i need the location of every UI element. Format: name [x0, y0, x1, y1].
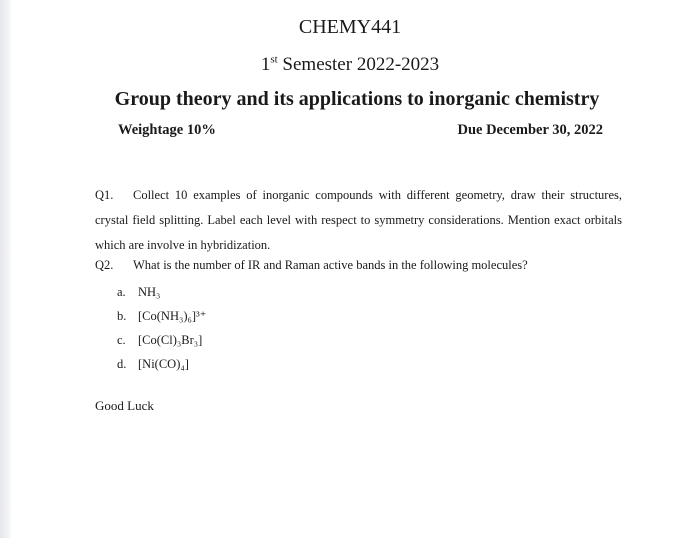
semester-line — [0, 54, 700, 76]
question-2 — [95, 258, 528, 273]
option-letter: b. — [117, 309, 127, 323]
list-item — [117, 356, 206, 380]
question-2-options — [117, 284, 206, 380]
due-date-label: Due December 30, 2022 — [457, 122, 603, 138]
question-1-number: Q1. — [95, 188, 114, 202]
semester-ordinal: 1 — [260, 54, 271, 75]
option-formula: [Co(Cl)₃Br₃] — [138, 333, 203, 347]
option-formula: [Ni(CO)₄] — [138, 357, 189, 371]
question-1 — [95, 183, 622, 258]
semester-ordinal-suffix: st — [270, 53, 278, 66]
course-code: CHEMY441 — [298, 16, 402, 38]
weightage-label: Weightage 10% — [118, 122, 216, 138]
option-formula: [Co(NH₃)₆]³⁺ — [138, 309, 207, 323]
list-item — [117, 308, 206, 332]
question-2-text: What is the number of IR and Raman active bands in the following molecules? — [133, 258, 528, 272]
question-1-text: Collect 10 examples of inorganic compounds with different geometry, draw their structures, crystal field splitting. Label each level with respect to symmetry considerations. Mention exact orbitals which are involve in hybridization. — [95, 188, 622, 252]
document-title: Group theory and its applications to inorganic chemistry — [114, 88, 600, 110]
semester-text: Semester 2022-2023 — [277, 54, 440, 75]
option-letter: d. — [117, 357, 127, 371]
option-letter: a. — [117, 285, 126, 299]
list-item — [117, 332, 206, 356]
option-letter: c. — [117, 333, 126, 347]
closing-text: Good Luck — [95, 398, 154, 413]
question-2-number: Q2. — [95, 258, 114, 272]
option-formula: NH₃ — [138, 285, 161, 299]
list-item — [117, 284, 206, 308]
